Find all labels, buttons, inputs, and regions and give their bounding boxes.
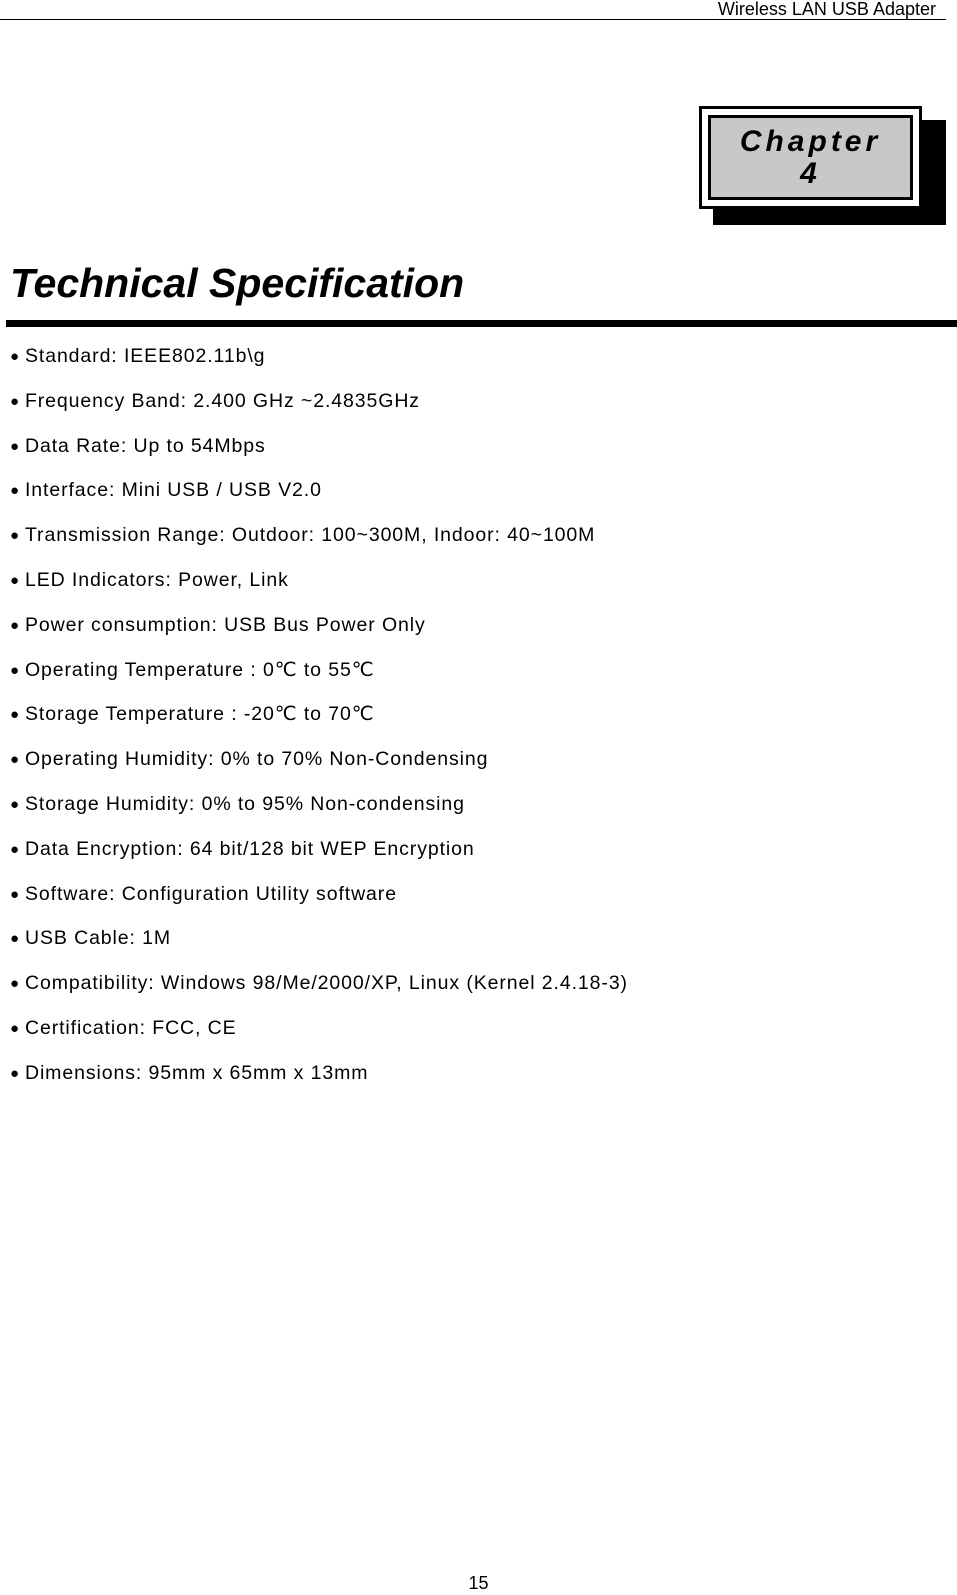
bullet-icon: ●: [10, 527, 20, 545]
spec-text: Frequency Band: 2.400 GHz ~2.4835GHz: [24, 389, 420, 412]
running-header-title: Wireless LAN USB Adapter: [717, 0, 936, 19]
spec-text: Transmission Range: Outdoor: 100~300M, Indoor: 40~100M: [24, 524, 596, 547]
spec-text: Compatibility: Windows 98/Me/2000/XP, Linux (Kernel 2.4.18-3): [24, 972, 628, 995]
bullet-icon: ●: [10, 482, 20, 500]
spec-item: [10, 658, 628, 703]
spec-text: Operating Temperature : 0℃ to 55℃: [24, 658, 375, 681]
spec-text: Operating Humidity: 0% to 70% Non-Condensing: [24, 748, 489, 771]
chapter-label: Chapter: [739, 124, 882, 158]
bullet-icon: ●: [10, 975, 20, 993]
bullet-icon: ●: [10, 348, 20, 365]
spec-item: [10, 1061, 628, 1106]
chapter-badge-panel: [708, 115, 913, 200]
spec-item: [10, 837, 628, 882]
bullet-icon: ●: [10, 661, 20, 679]
bullet-icon: ●: [10, 1064, 20, 1082]
spec-text: Standard: IEEE802.11b\g: [24, 345, 266, 367]
spec-item: [10, 434, 628, 479]
spec-item: [10, 747, 628, 792]
spec-text: Certification: FCC, CE: [24, 1016, 237, 1039]
spec-text: Power consumption: USB Bus Power Only: [24, 613, 426, 636]
bullet-icon: ●: [10, 571, 20, 589]
bullet-icon: ●: [10, 930, 20, 948]
bullet-icon: ●: [10, 706, 20, 724]
spec-text: Interface: Mini USB / USB V2.0: [24, 479, 322, 502]
spec-item: [10, 792, 628, 837]
bullet-icon: ●: [10, 840, 20, 858]
chapter-badge-frame: [699, 106, 922, 209]
page-title: Technical Specification: [10, 260, 465, 306]
bullet-icon: ●: [10, 437, 20, 455]
bullet-icon: ●: [10, 392, 20, 410]
spec-text: USB Cable: 1M: [24, 927, 172, 950]
bullet-icon: ●: [10, 616, 20, 634]
title-rule: [6, 320, 957, 327]
spec-item: [10, 1016, 628, 1061]
spec-item: [10, 882, 628, 927]
spec-text: LED Indicators: Power, Link: [24, 568, 289, 591]
spec-item: [10, 389, 628, 434]
bullet-icon: ●: [10, 795, 20, 813]
spec-text: Storage Temperature : -20℃ to 70℃: [24, 703, 375, 726]
spec-text: Software: Configuration Utility software: [24, 882, 397, 905]
spec-item: [10, 926, 628, 971]
spec-item: [10, 613, 628, 658]
spec-text: Data Encryption: 64 bit/128 bit WEP Encryption: [24, 837, 475, 860]
spec-list: [10, 344, 628, 1106]
page-number: 15: [468, 1573, 489, 1593]
spec-item: [10, 523, 628, 568]
chapter-badge: [699, 106, 931, 226]
spec-item: [10, 568, 628, 613]
chapter-number: 4: [800, 156, 821, 190]
spec-item: [10, 971, 628, 1016]
running-header: [0, 0, 946, 20]
spec-item: [10, 702, 628, 747]
spec-text: Storage Humidity: 0% to 95% Non-condensing: [24, 792, 465, 815]
spec-text: Dimensions: 95mm x 65mm x 13mm: [24, 1061, 369, 1084]
spec-item: [10, 344, 628, 389]
spec-item: [10, 478, 628, 523]
bullet-icon: ●: [10, 751, 20, 769]
bullet-icon: ●: [10, 885, 20, 903]
spec-text: Data Rate: Up to 54Mbps: [24, 434, 266, 457]
bullet-icon: ●: [10, 1019, 20, 1037]
